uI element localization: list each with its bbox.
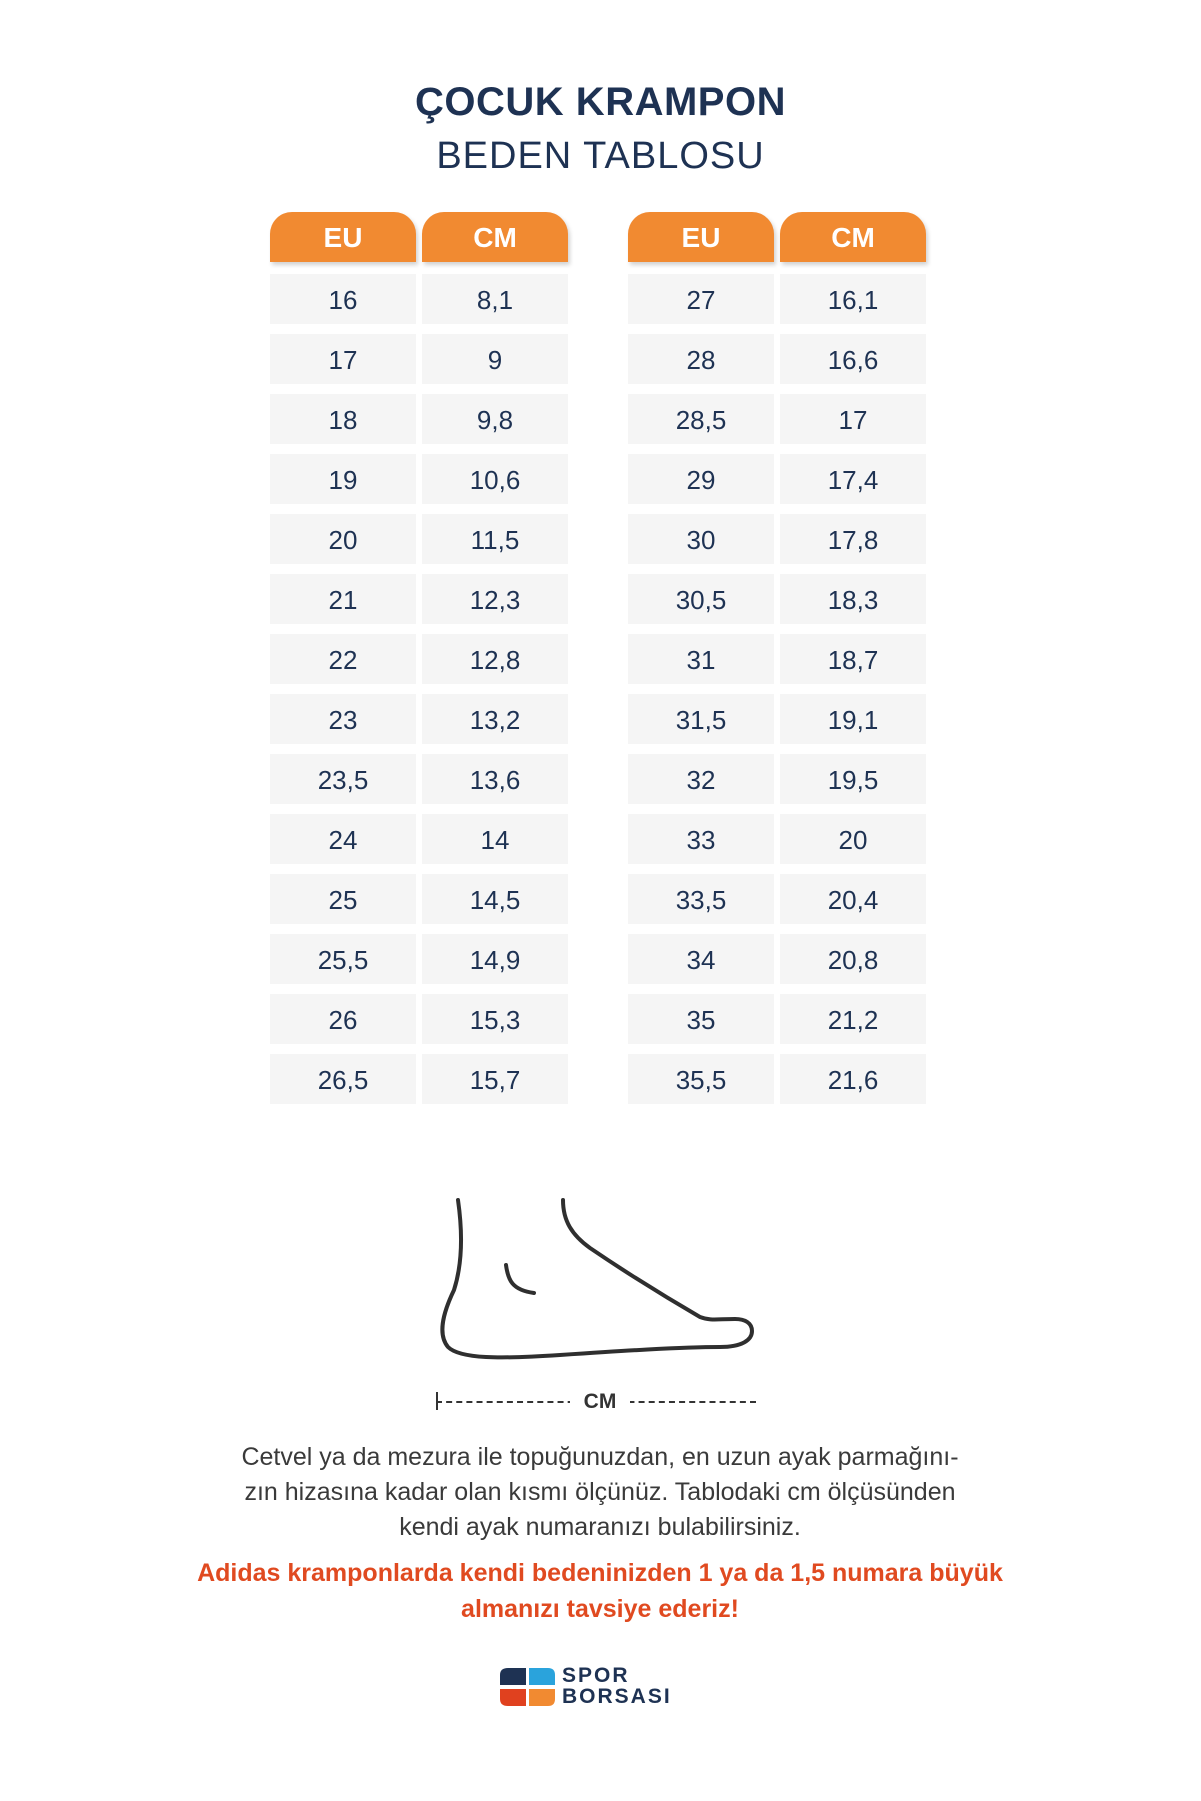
cm-cell: 17 (780, 394, 926, 444)
brand-logo-line-1: SPOR (562, 1664, 630, 1687)
eu-cell: 31,5 (628, 694, 774, 744)
table-rows (270, 274, 568, 1104)
eu-cell: 32 (628, 754, 774, 804)
page-subtitle: BEDEN TABLOSU (436, 135, 765, 177)
cm-cell: 18,3 (780, 574, 926, 624)
eu-cell: 31 (628, 634, 774, 684)
cm-header: CM (422, 212, 568, 262)
table-row (628, 814, 926, 864)
instructions-text (200, 1440, 1000, 1545)
eu-cell: 27 (628, 274, 774, 324)
table-row (628, 994, 926, 1044)
table-row (628, 514, 926, 564)
table-row (628, 694, 926, 744)
cm-cell: 18,7 (780, 634, 926, 684)
foot-outline-icon (0, 1195, 1201, 1365)
cm-cell: 13,6 (422, 754, 568, 804)
instructions-line-2: zın hizasına kadar olan kısmı ölçünüz. Tablodaki cm ölçüsünden (244, 1478, 956, 1506)
warning-line-1: Adidas kramponlarda kendi bedeninizden 1 ya da 1,5 numara büyük (197, 1559, 1003, 1587)
eu-cell: 16 (270, 274, 416, 324)
cm-cell: 21,6 (780, 1054, 926, 1104)
cm-cell: 14,5 (422, 874, 568, 924)
instructions-line-1: Cetvel ya da mezura ile topuğunuzdan, en uzun ayak parmağını- (241, 1443, 959, 1471)
eu-cell: 23,5 (270, 754, 416, 804)
cm-cell: 12,3 (422, 574, 568, 624)
cm-cell: 21,2 (780, 994, 926, 1044)
brand-logo-mark-icon (498, 1667, 556, 1707)
page-title: ÇOCUK KRAMPON (415, 80, 786, 124)
cm-cell: 20,8 (780, 934, 926, 984)
eu-cell: 26,5 (270, 1054, 416, 1104)
table-row (628, 274, 926, 324)
cm-cell: 14,9 (422, 934, 568, 984)
table-row (628, 874, 926, 924)
measure-label: CM (570, 1388, 630, 1416)
table-row (270, 754, 568, 804)
eu-cell: 17 (270, 334, 416, 384)
eu-cell: 22 (270, 634, 416, 684)
brand-logo (498, 1665, 708, 1709)
eu-cell: 21 (270, 574, 416, 624)
eu-cell: 25,5 (270, 934, 416, 984)
cm-cell: 15,7 (422, 1054, 568, 1104)
table-row (270, 514, 568, 564)
cm-cell: 10,6 (422, 454, 568, 504)
eu-cell: 33,5 (628, 874, 774, 924)
eu-cell: 25 (270, 874, 416, 924)
eu-cell: 24 (270, 814, 416, 864)
cm-cell: 9 (422, 334, 568, 384)
cm-cell: 9,8 (422, 394, 568, 444)
cm-cell: 15,3 (422, 994, 568, 1044)
cm-cell: 19,5 (780, 754, 926, 804)
table-header (628, 212, 926, 262)
eu-cell: 35,5 (628, 1054, 774, 1104)
brand-logo-text (562, 1665, 672, 1707)
eu-cell: 28 (628, 334, 774, 384)
cm-header: CM (780, 212, 926, 262)
eu-cell: 28,5 (628, 394, 774, 444)
table-row (270, 934, 568, 984)
eu-cell: 35 (628, 994, 774, 1044)
warning-line-2: almanızı tavsiye ederiz! (461, 1595, 739, 1623)
warning-text (150, 1555, 1050, 1627)
table-row (270, 394, 568, 444)
table-row (628, 634, 926, 684)
table-header (270, 212, 568, 262)
table-row (628, 334, 926, 384)
cm-cell: 17,8 (780, 514, 926, 564)
brand-logo-line-2: BORSASI (562, 1685, 672, 1708)
cm-cell: 19,1 (780, 694, 926, 744)
size-table-right (628, 212, 926, 1104)
cm-cell: 16,1 (780, 274, 926, 324)
cm-cell: 13,2 (422, 694, 568, 744)
size-table-left (270, 212, 568, 1104)
cm-cell: 14 (422, 814, 568, 864)
table-row (628, 934, 926, 984)
table-row (270, 874, 568, 924)
eu-cell: 29 (628, 454, 774, 504)
table-row (270, 574, 568, 624)
eu-cell: 26 (270, 994, 416, 1044)
cm-cell: 12,8 (422, 634, 568, 684)
eu-cell: 30,5 (628, 574, 774, 624)
table-row (628, 754, 926, 804)
table-row (628, 574, 926, 624)
eu-cell: 19 (270, 454, 416, 504)
cm-cell: 20,4 (780, 874, 926, 924)
table-rows (628, 274, 926, 1104)
eu-cell: 18 (270, 394, 416, 444)
table-row (270, 994, 568, 1044)
cm-cell: 11,5 (422, 514, 568, 564)
eu-cell: 33 (628, 814, 774, 864)
instructions-line-3: kendi ayak numaranızı bulabilirsiniz. (399, 1513, 801, 1541)
cm-cell: 8,1 (422, 274, 568, 324)
table-row (270, 634, 568, 684)
table-row (270, 454, 568, 504)
table-row (270, 814, 568, 864)
eu-header: EU (628, 212, 774, 262)
eu-header: EU (270, 212, 416, 262)
table-row (270, 334, 568, 384)
table-row (628, 1054, 926, 1104)
table-row (270, 274, 568, 324)
eu-cell: 20 (270, 514, 416, 564)
cm-cell: 20 (780, 814, 926, 864)
table-row (270, 1054, 568, 1104)
table-row (270, 694, 568, 744)
eu-cell: 34 (628, 934, 774, 984)
cm-cell: 16,6 (780, 334, 926, 384)
eu-cell: 23 (270, 694, 416, 744)
eu-cell: 30 (628, 514, 774, 564)
table-row (628, 454, 926, 504)
cm-cell: 17,4 (780, 454, 926, 504)
table-row (628, 394, 926, 444)
